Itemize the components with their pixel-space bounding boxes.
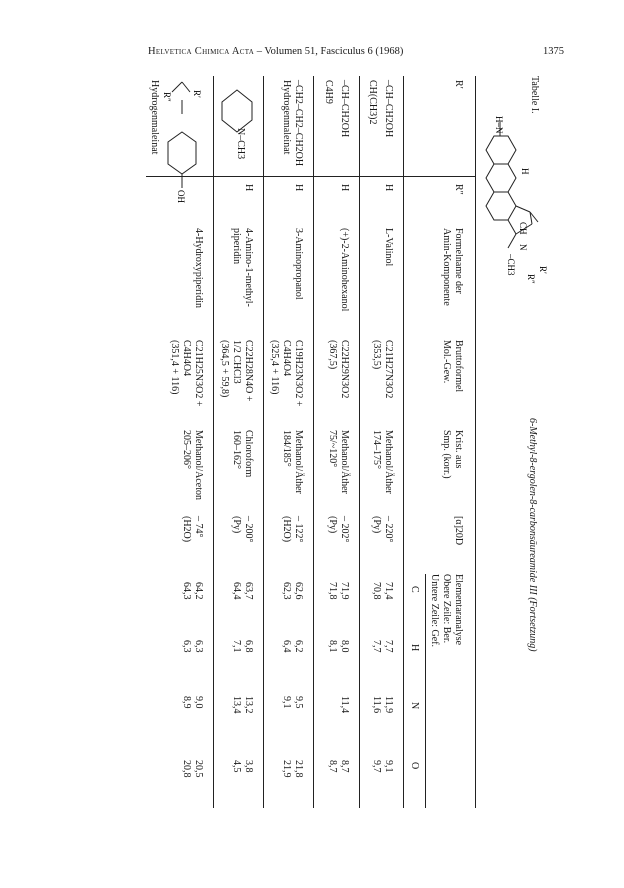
cell-r1: –CH2–CH2–CH2OH — [293, 80, 304, 167]
cell-n-calc: 9,5 — [293, 696, 304, 709]
row-rule — [359, 76, 360, 808]
cell-mp: 75/~120° — [327, 430, 338, 468]
col-elem3: Untere Zeile: Gef. — [429, 574, 440, 648]
cell-r2: H — [383, 184, 394, 192]
cell-o-found: 9,7 — [371, 760, 382, 773]
cell-molweight: (351,4 + 116) — [169, 340, 180, 395]
row-rule — [213, 76, 214, 808]
cell-o-found: 4,5 — [231, 760, 242, 773]
cell-formula: C21H27N3O2 — [383, 340, 394, 399]
ergoline-structure — [480, 116, 560, 306]
n-label: N — [518, 244, 528, 251]
col-h: H — [409, 644, 420, 652]
cell-alpha-solvent: (H2O) — [281, 516, 292, 543]
cell-molweight: (364,5 + 59,8) — [219, 340, 230, 398]
top-rule — [475, 76, 476, 808]
cell-r1: –CH–CH2OH — [383, 80, 394, 138]
cell-c-calc: 64,2 — [193, 582, 204, 600]
cell-n-calc: 9,0 — [193, 696, 204, 709]
cell-molweight: (325,4 + 116) — [269, 340, 280, 395]
cell-r1-sub: Hydrogenmaleinat — [149, 80, 160, 155]
cell-alpha-solvent: (H2O) — [181, 516, 192, 543]
cell-formula-2: 1/2 CHCl3 — [231, 340, 242, 384]
cell-name: 3-Aminopropanol — [293, 228, 304, 300]
cell-mp: 174–175° — [371, 430, 382, 469]
cell-alpha: – 74° — [193, 516, 204, 538]
cell-n-calc: 13,2 — [243, 696, 254, 714]
cell-alpha: – 220° — [383, 516, 394, 543]
h-label: H — [520, 168, 530, 175]
cell-h-calc: 6,3 — [193, 640, 204, 653]
cell-h-calc: 6,8 — [243, 640, 254, 653]
nh-label: H–N — [494, 116, 504, 134]
cell-r2: H — [243, 184, 254, 192]
cell-alpha: – 200° — [243, 516, 254, 543]
cell-formula: C22H28N4O + — [243, 340, 254, 402]
cell-name: 4-Hydroxypiperidin — [193, 228, 204, 308]
cell-alpha: – 122° — [293, 516, 304, 543]
row-rule — [263, 76, 264, 808]
cell-r2: H — [293, 184, 304, 192]
header-rule — [403, 76, 404, 808]
oh-label: OH — [176, 190, 186, 203]
cell-molweight: (353,5) — [371, 340, 382, 370]
col-r1: R′ — [453, 80, 464, 89]
cell-n-found: 9,1 — [281, 696, 292, 709]
cell-formula: C22H29N3O2 — [339, 340, 350, 399]
cell-formula: C19H23N3O2 + — [293, 340, 304, 407]
col-krist: Krist. aus — [453, 430, 464, 469]
column-rule — [146, 176, 476, 177]
cell-h-calc: 8,0 — [339, 640, 350, 653]
cell-r1-sub: C4H9 — [323, 80, 334, 104]
r2-label: R″ — [162, 92, 172, 102]
r1-label: R′ — [538, 266, 548, 274]
col-alpha: [α]20D — [453, 516, 464, 546]
rotated-table — [136, 76, 560, 812]
cell-solvent: Methanol/Äther — [293, 430, 304, 494]
cell-name: (+)-2-Aminohexanol — [339, 228, 350, 312]
running-header — [148, 46, 564, 57]
cell-o-calc: 8,7 — [339, 760, 350, 773]
cell-h-calc: 6,2 — [293, 640, 304, 653]
col-formel: Formelname der — [453, 228, 464, 294]
col-r2: R″ — [453, 184, 464, 195]
cell-name: L-Valinol — [383, 228, 394, 267]
cell-name-2: piperidin — [231, 228, 242, 265]
elem-rule — [425, 574, 426, 808]
col-formel2: Amin-Komponente — [441, 228, 452, 306]
cell-h-found: 6,4 — [281, 640, 292, 653]
cell-o-calc: 21,8 — [293, 760, 304, 778]
ch3-label: –CH3 — [506, 254, 516, 276]
cell-name: 4-Amino-1-methyl- — [243, 228, 254, 307]
cell-c-calc: 63,7 — [243, 582, 254, 600]
cell-c-found: 64,4 — [231, 582, 242, 600]
cell-alpha: – 202° — [339, 516, 350, 543]
cell-solvent: Methanol/Aceton — [193, 430, 204, 500]
r2-label: R″ — [526, 274, 536, 284]
cell-r2: H — [339, 184, 350, 192]
cell-c-found: 70,8 — [371, 582, 382, 600]
col-c: C — [409, 586, 420, 593]
cell-r1: N–CH3 — [235, 128, 246, 160]
cell-n-found: 11,6 — [371, 696, 382, 714]
cell-n-calc: 11,4 — [339, 696, 350, 714]
table-label: Tabelle I. — [529, 76, 540, 114]
cell-h-found: 8,1 — [327, 640, 338, 653]
cell-r1: –CH–CH2OH — [339, 80, 350, 138]
cell-o-calc: 20,5 — [193, 760, 204, 778]
cell-c-calc: 71,9 — [339, 582, 350, 600]
cell-alpha-solvent: (Py) — [327, 516, 338, 534]
cell-formula-2: C4H4O4 — [181, 340, 192, 377]
cell-alpha-solvent: (Py) — [231, 516, 242, 534]
col-o: O — [409, 762, 420, 770]
row-rule — [313, 76, 314, 808]
cell-c-found: 71,8 — [327, 582, 338, 600]
cell-n-found: 13,4 — [231, 696, 242, 714]
cell-o-calc: 9,1 — [383, 760, 394, 773]
cell-n-found: 8,9 — [181, 696, 192, 709]
col-n: N — [409, 702, 420, 710]
cell-h-calc: 7,7 — [383, 640, 394, 653]
cell-formula-2: C4H4O4 — [281, 340, 292, 377]
cell-c-found: 64,3 — [181, 582, 192, 600]
cell-alpha-solvent: (Py) — [371, 516, 382, 534]
col-elem2: Obere Zeile: Ber. — [441, 574, 452, 644]
hydroxypiperidine-structure — [158, 78, 212, 228]
cell-n-calc: 11,9 — [383, 696, 394, 714]
cell-h-found: 7,1 — [231, 640, 242, 653]
cell-solvent: Methanol/Äther — [339, 430, 350, 494]
cell-r1-sub: Hydrogenmaleinat — [281, 80, 292, 155]
table-caption: 6-Methyl-8-ergolen-8-carbonsäureamide III (Fortsetzung) — [527, 418, 538, 652]
cell-c-found: 62,3 — [281, 582, 292, 600]
cell-o-found: 8,7 — [327, 760, 338, 773]
col-brutto: Bruttoformel — [453, 340, 464, 393]
cell-c-calc: 71,4 — [383, 582, 394, 600]
cell-mp: 160–162° — [231, 430, 242, 469]
r1-label: R′ — [192, 90, 202, 98]
cell-o-found: 21,9 — [281, 760, 292, 778]
cell-h-found: 7,7 — [371, 640, 382, 653]
cell-mp: 184/185° — [281, 430, 292, 467]
page-number: 1375 — [543, 46, 564, 57]
journal-name: Helvetica Chimica Acta – Volumen 51, Fasciculus 6 (1968) — [148, 46, 404, 57]
cell-formula: C21H25N3O2 + — [193, 340, 204, 407]
ch-label: CH — [518, 222, 528, 235]
cell-mp: 205–206° — [181, 430, 192, 469]
cell-o-found: 20,8 — [181, 760, 192, 778]
cell-solvent: Methanol/Äther — [383, 430, 394, 494]
cell-o-calc: 3,8 — [243, 760, 254, 773]
cell-c-calc: 62,6 — [293, 582, 304, 600]
cell-molweight: (367,5) — [327, 340, 338, 370]
col-elem: Elementaranalyse — [453, 574, 464, 646]
cell-h-found: 6,3 — [181, 640, 192, 653]
cell-r1-sub: CH(CH3)2 — [367, 80, 378, 125]
cell-solvent: Chloroform — [243, 430, 254, 478]
col-krist2: Smp. (korr.) — [441, 430, 452, 479]
col-brutto2: Mol.-Gew. — [441, 340, 452, 384]
